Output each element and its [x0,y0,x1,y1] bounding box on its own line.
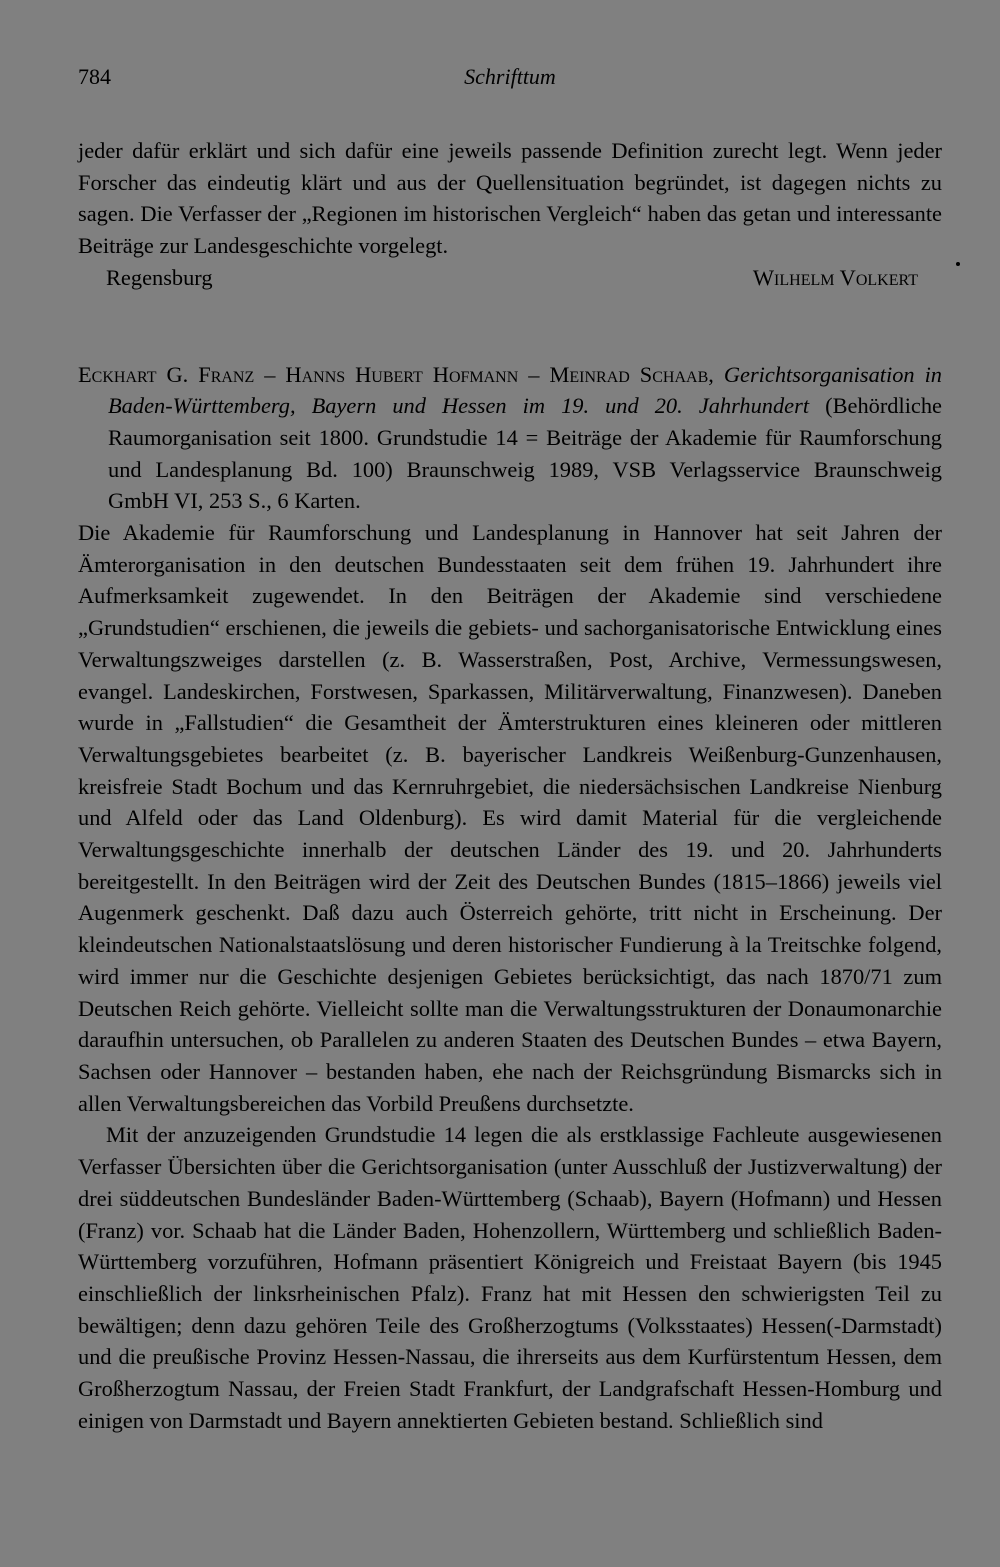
margin-dot-mark [956,262,960,266]
review-paragraph-2: Mit der anzuzeigenden Grundstudie 14 legen die als erstklassige Fachleute ausgewiesenen Verfasser Übersichten über die Gerichtsorganisation (unter Ausschluß der Justizverwaltung) der drei süddeutschen Bundesländer Baden-Württemberg (Schaab), Bayern (Hofmann) und Hessen (Franz) vor. Schaab hat die Länder Baden, Hohenzollern, Württemberg und schließlich Baden-Württemberg vorzuführen, Hofmann präsentiert Königreich und Freistaat Bayern (bis 1945 einschließlich der linksrheinischen Pfalz). Franz hat mit Hessen den schwierigsten Teil zu bewältigen; denn dazu gehören Teile des Großherzogtums (Volksstaates) Hessen(-Darmstadt) und die preußische Provinz Hessen-Nassau, die ihrerseits aus dem Kurfürstentum Hessen, dem Großherzogtum Nassau, der Freien Stadt Frankfurt, der Landgrafschaft Hessen-Homburg und einigen von Darmstadt und Bayern annektierten Gebieten bestand. Schließlich sind [78,1122,942,1433]
page-number: 784 [78,64,111,89]
running-title: Schrifttum [464,64,556,89]
review-authors: Eckhart G. Franz – Hanns Hubert Hofmann – Meinrad Schaab, [78,361,714,387]
previous-review-closing-text: jeder dafür erklärt und sich dafür eine jeweils passende Definition zurecht legt. Wenn jeder Forscher das eindeutig klärt und aus der Quellensituation begründet, ist dagegen nichts zu sagen. Die Verfasser der „Regionen im historischen Vergleich“ haben das getan und interessante Beiträge zur Landesgeschichte vorgelegt. [78,138,942,259]
reviewer-signature [78,262,942,294]
review-publication-details: (Behördliche Raumorganisation seit 1800. Grundstudie 14 = Beiträge der Akademie für Raumforschung und Landesplanung Bd. 100) Braunschweig 1989, VSB Verlagsservice Braunschweig GmbH VI, 253 S., 6 Karten. [108,393,942,514]
page-header [78,64,942,96]
page-body [78,135,942,1436]
review-bibliographic-heading [78,359,942,518]
reviewer-name: Wilhelm Volkert [752,264,918,290]
review-paragraph-1: Die Akademie für Raumforschung und Landesplanung in Hannover hat seit Jahren der Ämterorganisation in den deutschen Bundesstaaten seit dem frühen 19. Jahrhundert ihre Aufmerksamkeit zugewendet. In den Beiträgen der Akademie sind verschiedene „Grundstudien“ erschienen, die jeweils die gebiets- und sachorganisatorische Entwicklung eines Verwaltungszweiges darstellen (z. B. Wasserstraßen, Post, Archive, Vermessungswesen, evangel. Landeskirchen, Forstwesen, Sparkassen, Militärverwaltung, Finanzwesen). Daneben wurde in „Fallstudien“ die Gesamtheit der Ämterstrukturen eines kleineren oder mittleren Verwaltungsgebietes bearbeitet (z. B. bayerischer Landkreis Weißenburg-Gunzenhausen, kreisfreie Stadt Bochum und das Kernruhrgebiet, die niedersächsischen Landkreise Nienburg und Alfeld oder das Land Oldenburg). Es wird damit Material für die vergleichende Verwaltungsgeschichte innerhalb der deutschen Länder des 19. und 20. Jahrhunderts bereitgestellt. In den Beiträgen wird der Zeit des Deutschen Bundes (1815–1866) jeweils viel Augenmerk geschenkt. Daß dazu auch Österreich gehörte, tritt nicht in Erscheinung. Der kleindeutschen Nationalstaatslösung und deren historischer Fundierung à la Treitschke folgend, wird immer nur die Geschichte desjenigen Gebietes berücksichtigt, das nach 1870/71 zum Deutschen Reich gehörte. Vielleicht sollte man die Verwaltungsstrukturen der Donaumonarchie daraufhin untersuchen, ob Parallelen zu anderen Staaten des Deutschen Bundes – etwa Bayern, Sachsen oder Hannover – bestanden haben, ehe nach der Reichsgründung Bismarcks sich in allen Verwaltungsbereichen das Vorbild Preußens durchsetzte. [78,520,942,1116]
reviewer-place: Regensburg [106,264,213,290]
review-book-title: Gerichtsorganisation in Baden-Württemberg, Bayern und Hessen im 19. und 20. Jahrhundert [108,361,942,419]
